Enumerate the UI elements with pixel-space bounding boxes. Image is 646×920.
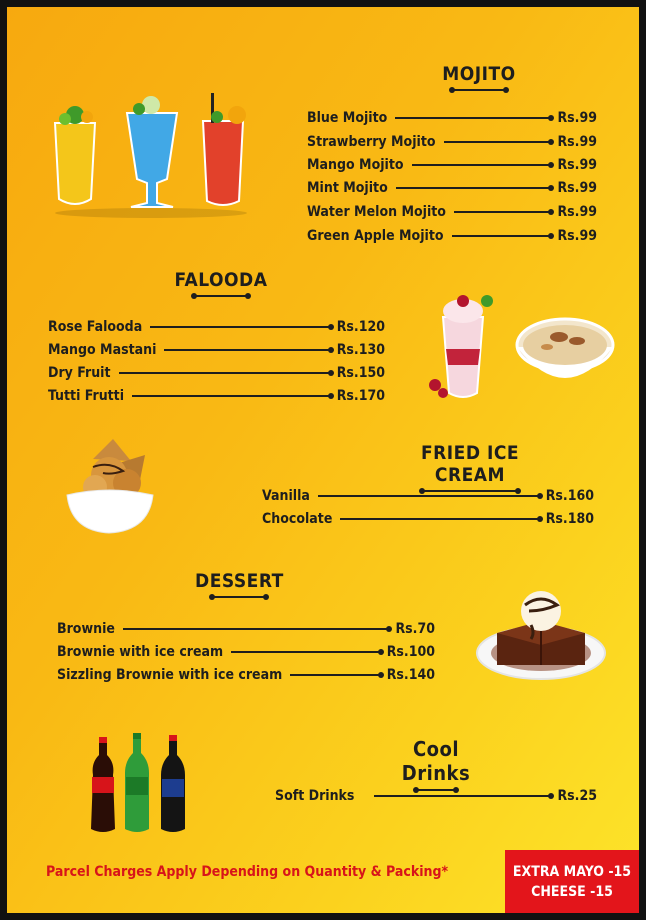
- menu-row: [262, 485, 594, 507]
- item-price: Rs.170: [336, 388, 385, 404]
- menu-row: [275, 785, 597, 807]
- menu-row: [307, 201, 597, 223]
- dessert-title: [195, 570, 283, 598]
- item-price: Rs.130: [336, 342, 385, 358]
- item-price: Rs.99: [557, 228, 597, 244]
- brownie-with-ice-cream-image: [473, 581, 609, 685]
- item-price: Rs.99: [557, 157, 597, 173]
- extra-mayo-label: EXTRA MAYO -15: [512, 863, 632, 880]
- menu-row: [48, 385, 385, 407]
- item-name: Blue Mojito: [307, 110, 388, 126]
- leader-line: [374, 795, 551, 797]
- menu-row: [262, 508, 594, 530]
- menu-row: [307, 107, 597, 129]
- falooda-title-text: FALOODA: [174, 269, 268, 291]
- fried-ice-cream-title-text: FRIED ICE CREAM: [420, 442, 520, 486]
- title-underline: [194, 295, 248, 297]
- leader-line: [123, 628, 390, 630]
- menu-row: [307, 131, 597, 153]
- item-name: Vanilla: [262, 488, 310, 504]
- title-underline: [452, 89, 506, 91]
- item-name: Sizzling Brownie with ice cream: [57, 667, 283, 683]
- leader-line: [340, 518, 539, 520]
- dessert-title-text: DESSERT: [195, 570, 284, 592]
- item-price: Rs.150: [336, 365, 385, 381]
- leader-line: [119, 372, 331, 374]
- menu-row: [307, 177, 597, 199]
- item-price: Rs.70: [395, 621, 435, 637]
- leader-line: [444, 141, 552, 143]
- menu-row: [57, 664, 435, 686]
- leader-line: [150, 326, 331, 328]
- item-price: Rs.160: [545, 488, 594, 504]
- item-price: Rs.140: [386, 667, 435, 683]
- leader-line: [396, 187, 552, 189]
- leader-line: [452, 235, 552, 237]
- leader-line: [412, 164, 552, 166]
- leader-line: [132, 395, 331, 397]
- item-name: Mango Mastani: [48, 342, 157, 358]
- menu-page: [7, 7, 639, 913]
- item-price: Rs.99: [557, 110, 597, 126]
- extras-box: [505, 850, 639, 913]
- item-name: Tutti Frutti: [48, 388, 125, 404]
- leader-line: [454, 211, 552, 213]
- falooda-title: [173, 269, 269, 297]
- parcel-charges-note: Parcel Charges Apply Depending on Quantity & Packing*: [46, 864, 449, 880]
- item-name: Rose Falooda: [48, 319, 143, 335]
- mojito-title: [439, 63, 519, 91]
- item-price: Rs.180: [545, 511, 594, 527]
- item-name: Dry Fruit: [48, 365, 111, 381]
- item-name: Water Melon Mojito: [307, 204, 446, 220]
- item-price: Rs.25: [557, 788, 597, 804]
- item-name: Soft Drinks: [275, 788, 355, 804]
- title-underline: [212, 596, 266, 598]
- menu-row: [307, 154, 597, 176]
- item-name: Mint Mojito: [307, 180, 388, 196]
- falooda-and-kheer-image: [419, 289, 619, 407]
- leader-line: [290, 674, 381, 676]
- item-price: Rs.99: [557, 180, 597, 196]
- menu-row: [57, 618, 435, 640]
- leader-line: [395, 117, 551, 119]
- soft-drink-bottles-image: [87, 725, 193, 837]
- item-price: Rs.99: [557, 134, 597, 150]
- item-price: Rs.99: [557, 204, 597, 220]
- cheese-label: CHEESE -15: [531, 883, 613, 900]
- item-price: Rs.120: [336, 319, 385, 335]
- cool-drinks-title: [377, 737, 495, 791]
- cool-drinks-title-text: Cool Drinks: [401, 737, 471, 785]
- item-name: Chocolate: [262, 511, 333, 527]
- leader-line: [318, 495, 540, 497]
- item-name: Brownie: [57, 621, 115, 637]
- leader-line: [231, 651, 381, 653]
- leader-line: [164, 349, 330, 351]
- item-price: Rs.100: [386, 644, 435, 660]
- menu-row: [48, 339, 385, 361]
- item-name: Mango Mojito: [307, 157, 404, 173]
- item-name: Brownie with ice cream: [57, 644, 224, 660]
- mojito-glasses-image: [47, 91, 257, 221]
- menu-row: [48, 316, 385, 338]
- mojito-title-text: MOJITO: [442, 63, 516, 85]
- item-name: Green Apple Mojito: [307, 228, 444, 244]
- menu-row: [48, 362, 385, 384]
- fried-ice-cream-bowl-image: [63, 435, 157, 537]
- item-name: Strawberry Mojito: [307, 134, 436, 150]
- menu-row: [307, 225, 597, 247]
- menu-row: [57, 641, 435, 663]
